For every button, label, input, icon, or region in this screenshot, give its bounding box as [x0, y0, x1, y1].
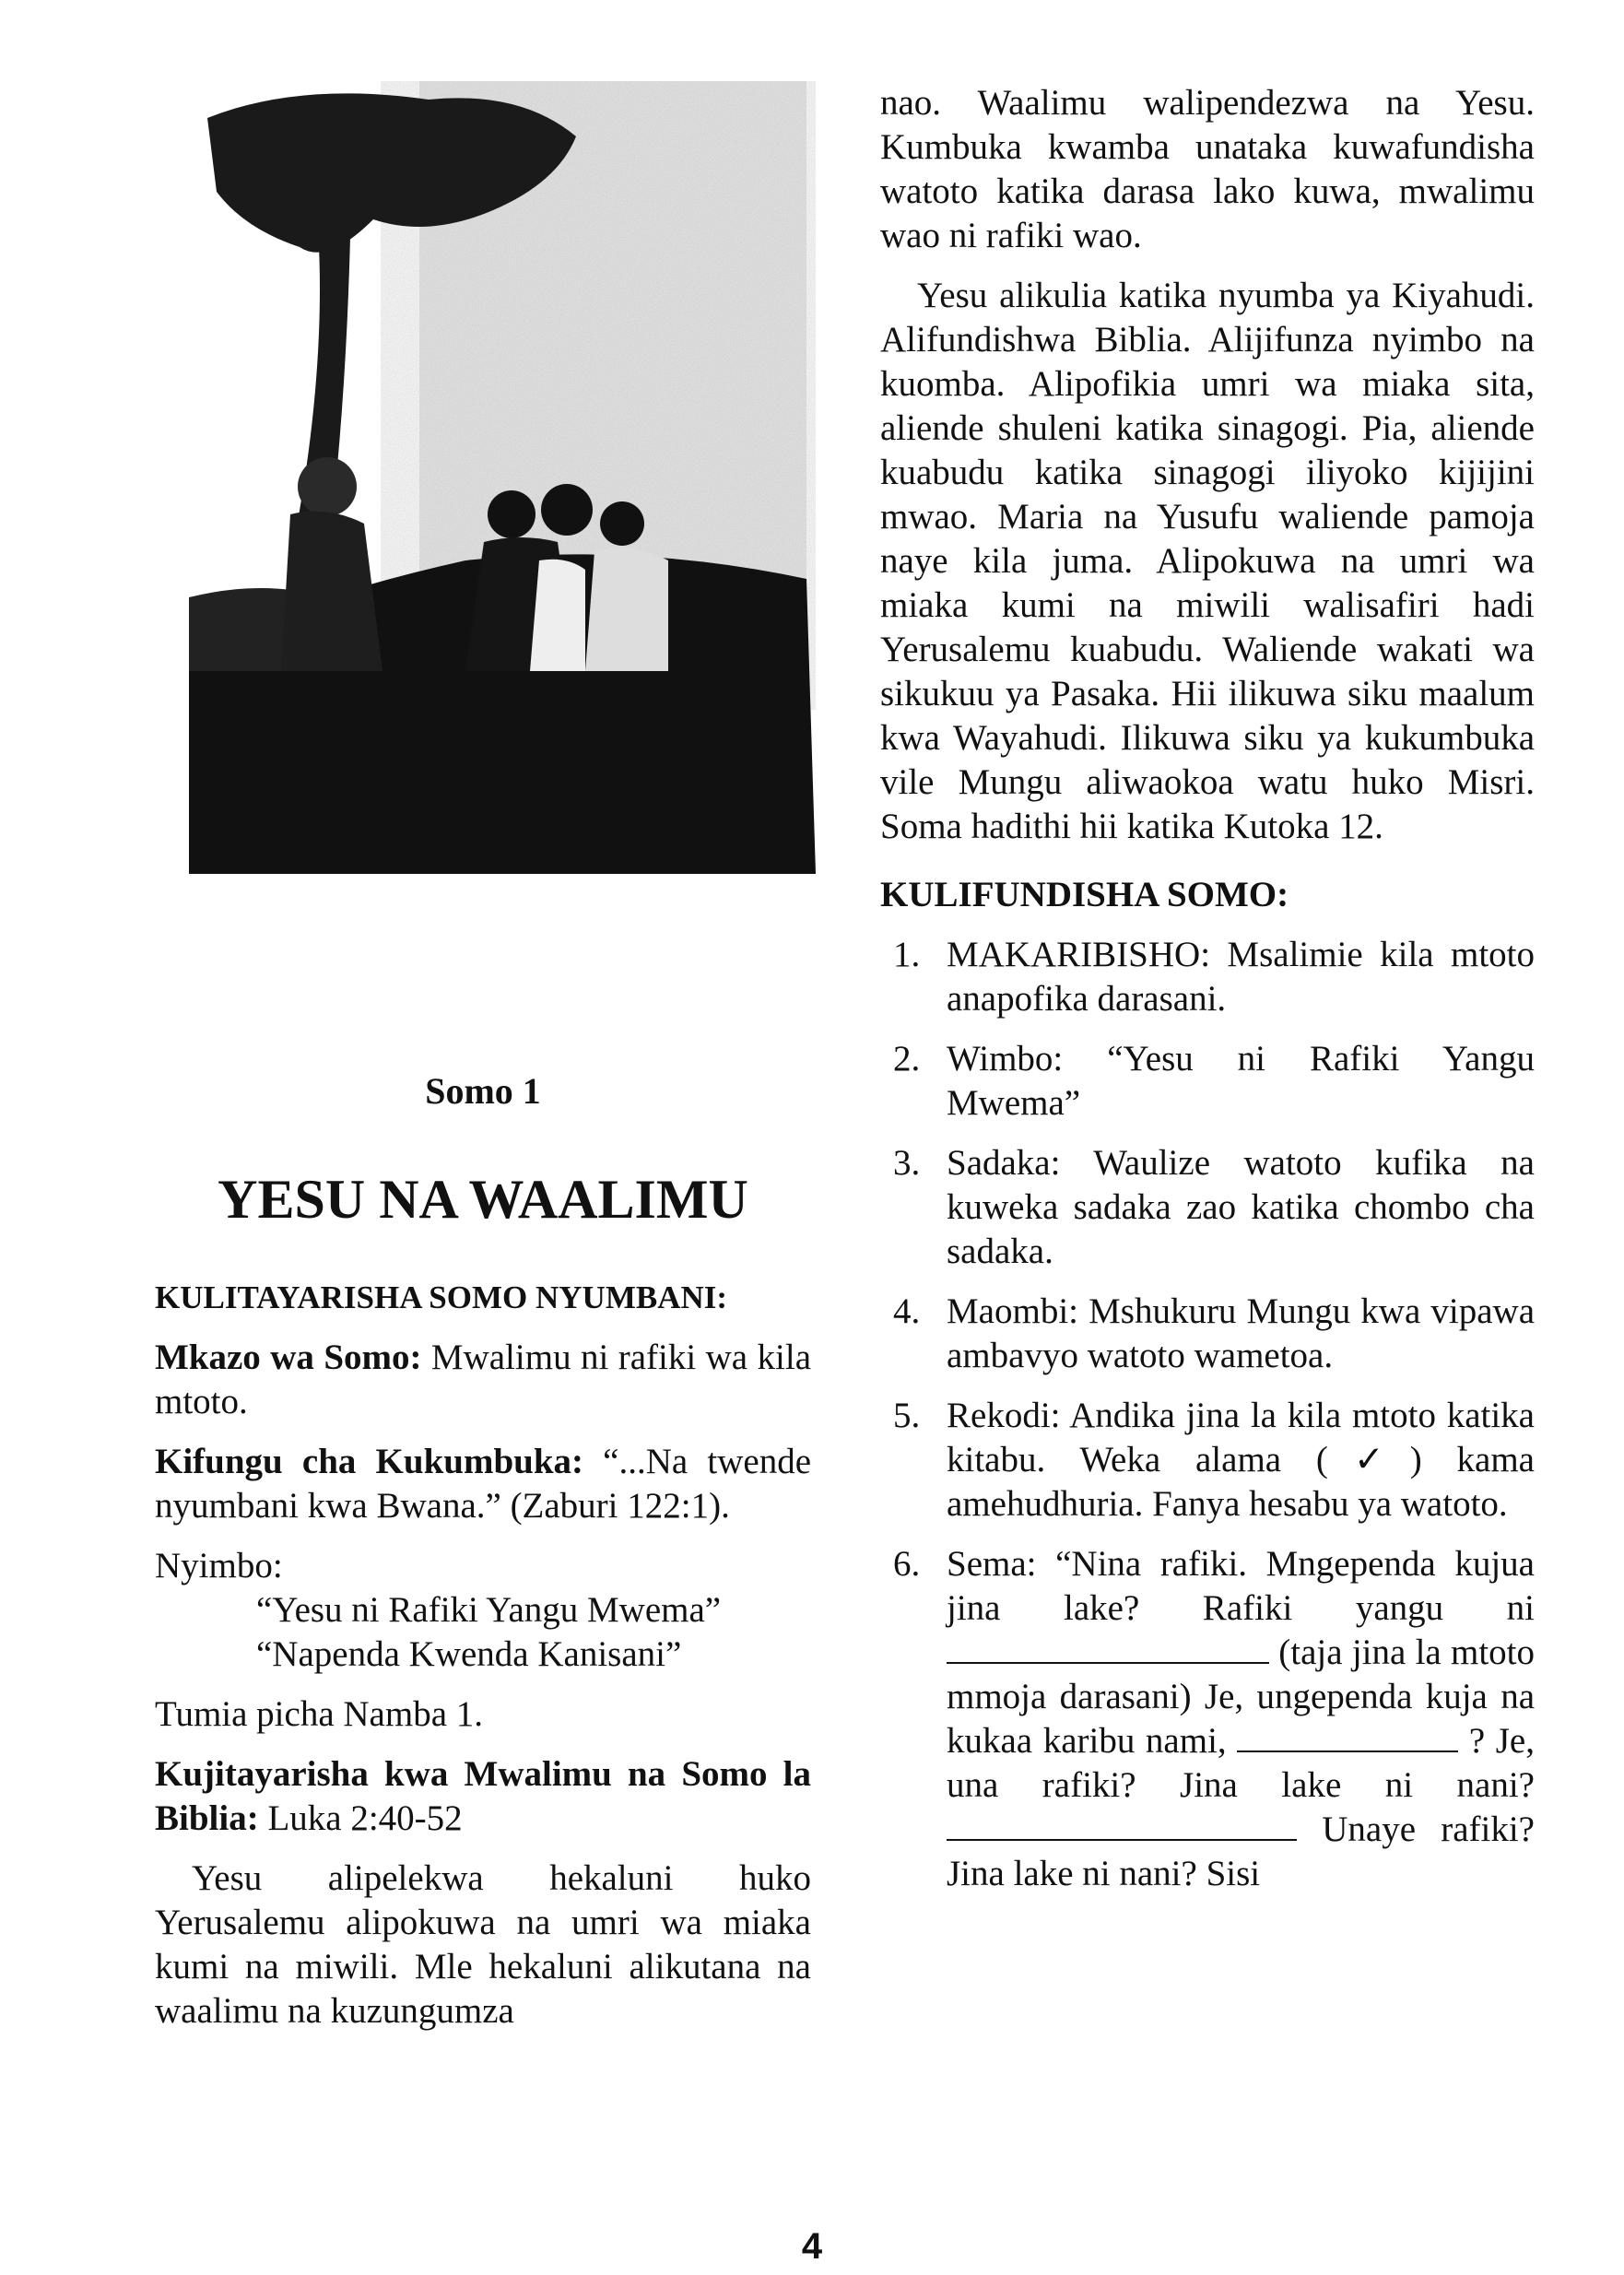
story-paragraph-2: Yesu alikulia katika nyumba ya Kiyahudi. Alifundishwa Biblia. Alijifunza nyimbo na kuomba. Alipofikia umri wa miaka sita, aliende shuleni katika sinagogi. Pia, aliende kuabudu katika sinagogi iliyoko kijijini mwao. Maria na Yusufu waliende pamoja naye kila juma. Alipokuwa na umri wa miaka kumi na miwili walisafiri hadi Yerusalemu kuabudu. Waliende wakati wa sikukuu ya Pasaka. Hii ilikuwa siku maalum kwa Wayahudi. Ilikuwa siku ya kukumbuka vile Mungu aliwaokoa watu huko Misri. Soma hadithi hii katika Kutoka 12. [880, 276, 1535, 846]
emphasis-label: Mkazo wa Somo: [155, 1338, 422, 1377]
prep-heading: KULITAYARISHA SOMO NYUMBANI: [155, 1279, 728, 1315]
step-item [880, 1141, 1535, 1274]
step-text: Rekodi: Andika jina la kila mtoto katika kitabu. Weka alama (✓) kama amehudhuria. Fanya hesabu ya watoto. [947, 1396, 1535, 1524]
step-text: (taja jina la mtoto mmoja darasani) Je, ungependa kuja na kukaa karibu nami, [947, 1633, 1536, 1761]
step-text: Wimbo: “Yesu ni Rafiki Yangu Mwema” [947, 1039, 1535, 1123]
step-text: Sema: “Nina rafiki. Mngependa kujua jina lake? Rafiki yangu ni [947, 1544, 1535, 1628]
teacher-prep [155, 1752, 811, 1841]
step-item [880, 1290, 1535, 1378]
step-text: Sadaka: Waulize watoto kufika na kuweka sadaka zao katika chombo cha sadaka. [947, 1143, 1535, 1271]
step-item [880, 1542, 1535, 1896]
songs-label: Nyimbo: [155, 1546, 283, 1585]
step-number: 6. [893, 1544, 921, 1584]
song-item: “Napenda Kwenda Kanisani” [256, 1634, 682, 1674]
step-text: Maombi: Mshukuru Mungu kwa vipawa ambavyo watoto wametoa. [947, 1291, 1535, 1375]
step-number: 3. [893, 1143, 921, 1183]
memory-verse [155, 1440, 811, 1528]
step-text: MAKARIBISHO: Msalimie kila mtoto anapofika darasani. [947, 935, 1535, 1019]
fill-blank [1237, 1723, 1458, 1752]
teacher-prep-text: Luka 2:40-52 [258, 1798, 463, 1838]
memory-verse-label: Kifungu cha Kukumbuka: [155, 1442, 584, 1481]
emphasis-text: Mwalimu ni rafiki wa kila mtoto. [155, 1338, 811, 1421]
step-item [880, 1394, 1535, 1526]
step-item [880, 1037, 1535, 1126]
memory-verse-text: “...Na twende nyumbani kwa Bwana.” (Zaburi 122:1). [155, 1442, 811, 1526]
emphasis [155, 1336, 811, 1424]
step-item [880, 933, 1535, 1021]
teaching-steps [880, 933, 1535, 1896]
step-number: 2. [893, 1039, 921, 1079]
picture-note: Tumia picha Namba 1. [155, 1694, 484, 1734]
step-number: 4. [893, 1291, 921, 1331]
song-item: “Yesu ni Rafiki Yangu Mwema” [256, 1590, 722, 1630]
teaching-heading: KULIFUNDISHA SOMO: [880, 875, 1289, 914]
illustration-tree-children [189, 81, 816, 874]
step-number: 1. [893, 935, 921, 974]
page-number: 4 [801, 2226, 823, 2267]
lesson-title: YESU NA WAALIMU [218, 1169, 748, 1230]
step-text: Unaye rafiki? Jina lake ni nani? Sisi [947, 1809, 1535, 1893]
lesson-label: Somo 1 [425, 1070, 541, 1112]
step-text: ? Je, una rafiki? Jina lake ni nani? [947, 1721, 1535, 1805]
story-paragraph-1-end: nao. Waalimu walipendezwa na Yesu. Kumbuka kwamba unataka kuwafundisha watoto katika darasa lako kuwa, mwalimu wao ni rafiki wao. [880, 83, 1535, 255]
fill-blank [947, 1811, 1297, 1841]
step-number: 5. [893, 1396, 921, 1435]
story-paragraph-1-start: Yesu alipelekwa hekaluni huko Yerusalemu alipokuwa na umri wa miaka kumi na miwili. Mle hekaluni alikutana na waalimu na kuzungumza [155, 1858, 811, 2031]
fill-blank [947, 1634, 1269, 1664]
teacher-prep-label: Kujitayarisha kwa Mwalimu na Somo la Biblia: [155, 1754, 811, 1838]
